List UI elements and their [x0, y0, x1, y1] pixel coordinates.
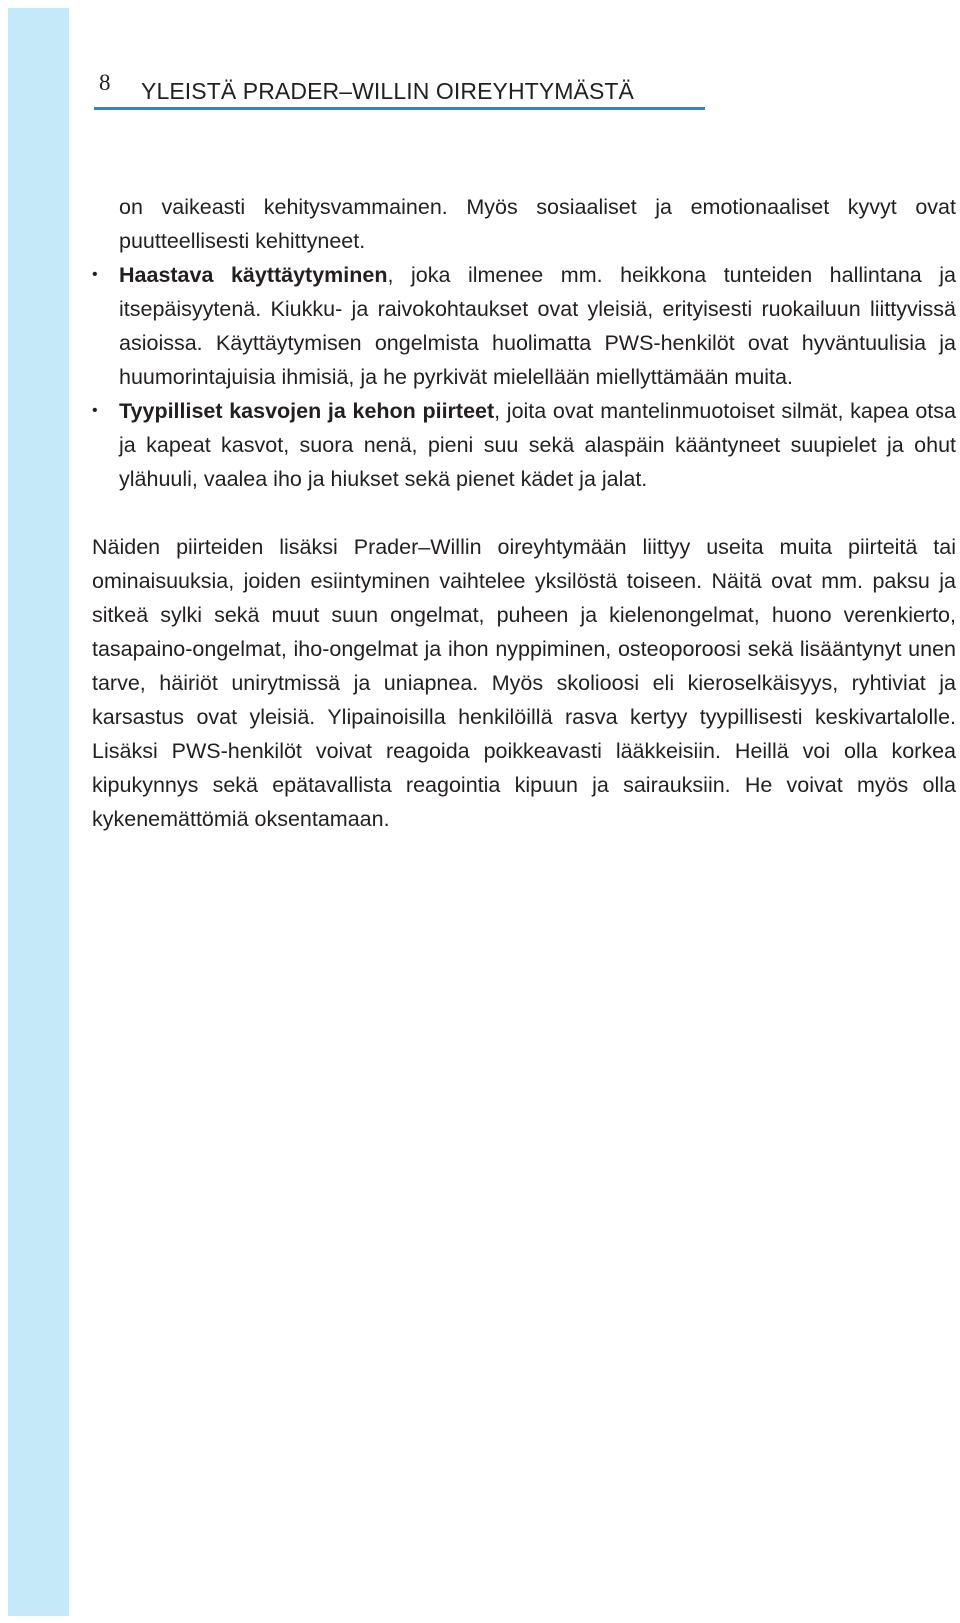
- side-color-band: [8, 8, 69, 1616]
- bullet-list: [92, 258, 956, 496]
- header-rule: [94, 107, 705, 110]
- running-head: [99, 70, 699, 110]
- bullet-text: , joka ilmenee mm. heikkona tunteiden hallintana ja itsepäisyytenä. Kiukku- ja raivokohtaukset ovat yleisiä, erityisesti ruokailuun liittyvissä asioissa. Käyttäytymisen ongelmista huolimatta PWS-henkilöt ovat hyväntuulisia ja huumorintajuisia ihmisiä, ja he pyrkivät mielellään miellyttämään muita.: [119, 263, 956, 389]
- bullet-item: [92, 258, 956, 394]
- bullet-term: Tyypilliset kasvojen ja kehon piirteet: [119, 399, 495, 423]
- body-paragraph: Näiden piirteiden lisäksi Prader–Willin oireyhtymään liittyy useita muita piirteitä tai ominaisuuksia, joiden esiintyminen vaihtelee yksilöstä toiseen. Näitä ovat mm. paksu ja sitkeä sylki sekä muut suun ongelmat, puheen ja kielenongelmat, huono verenkierto, tasapaino-ongelmat, iho-ongelmat ja ihon nyppiminen, osteoporoosi sekä lisääntynyt unen tarve, häiriöt unirytmissä ja uniapnea. Myös skolioosi eli kieroselkäisyys, ryhtiviat ja karsastus ovat yleisiä. Ylipainoisilla henkilöillä rasva kertyy tyypillisesti keskivartalolle. Lisäksi PWS-henkilöt voivat reagoida poikkeavasti lääkkeisiin. Heillä voi olla korkea kipukynnys sekä epätavallista reagointia kipuun ja sairauksiin. He voivat myös olla kykenemättömiä oksentamaan.: [92, 535, 956, 831]
- bullet-term: Haastava käyttäytyminen: [119, 263, 388, 287]
- page-body: [92, 190, 956, 836]
- bullet-marker: •: [92, 266, 98, 283]
- bullet-text: , joita ovat mantelinmuotoiset silmät, kapea otsa ja kapeat kasvot, suora nenä, pieni suu sekä alaspäin kääntyneet suupielet ja ohut ylähuuli, vaalea iho ja hiukset sekä pienet kädet ja jalat.: [119, 399, 956, 491]
- chapter-title: YLEISTÄ PRADER–WILLIN OIREYHTYMÄSTÄ: [141, 78, 635, 104]
- bullet-marker: •: [92, 402, 98, 419]
- bullet-item: [92, 394, 956, 496]
- continuation-text: on vaikeasti kehitysvammainen. Myös sosiaaliset ja emotionaaliset kyvyt ovat puutteellisesti kehittyneet.: [119, 195, 956, 253]
- page-number: 8: [99, 70, 111, 95]
